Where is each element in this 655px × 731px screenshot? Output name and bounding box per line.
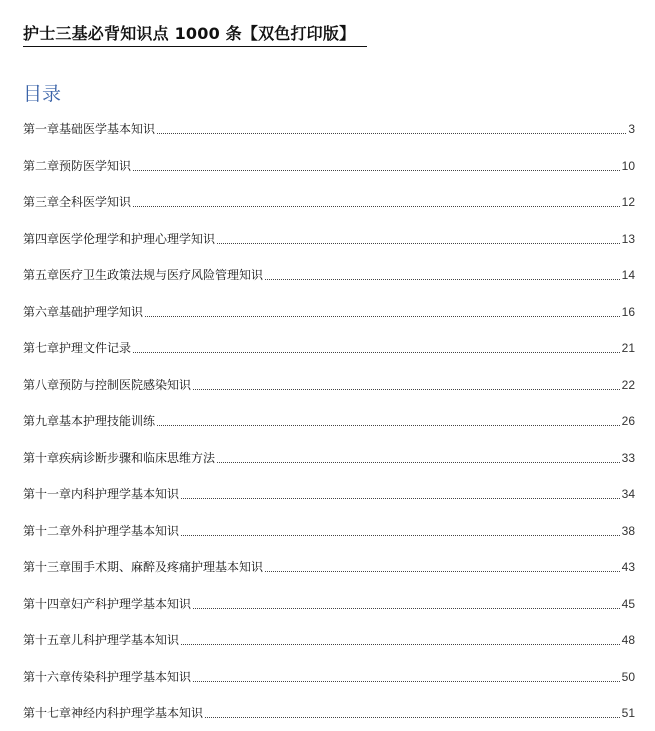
toc-entry-title: 第五章医疗卫生政策法规与医疗风险管理知识 — [23, 268, 264, 282]
toc-entry-title: 第二章预防医学知识 — [23, 158, 132, 173]
toc-entry-15[interactable] — [23, 614, 635, 651]
dot-leader — [181, 498, 620, 499]
toc-entry-page: 12 — [621, 195, 635, 209]
toc-entry-page: 26 — [621, 414, 635, 428]
dot-leader — [217, 462, 620, 463]
toc-entry-page: 33 — [621, 450, 635, 465]
toc-entry-title: 第十章疾病诊断步骤和临床思维方法 — [23, 450, 216, 465]
toc-entry-3[interactable] — [23, 176, 635, 213]
toc-entry-title: 第十一章内科护理学基本知识 — [23, 487, 180, 501]
toc-entry-page: 10 — [621, 158, 635, 173]
toc-entry-page: 34 — [621, 487, 635, 501]
dot-leader — [193, 389, 620, 390]
dot-leader — [205, 717, 620, 718]
toc-entry-8[interactable] — [23, 358, 635, 395]
toc-entry-page: 13 — [621, 231, 635, 246]
dot-leader — [157, 133, 626, 134]
dot-leader — [265, 279, 620, 280]
dot-leader — [193, 608, 620, 609]
toc-entry-title: 第四章医学伦理学和护理心理学知识 — [23, 231, 216, 246]
toc-entry-title: 第十二章外科护理学基本知识 — [23, 523, 180, 538]
dot-leader — [133, 206, 620, 207]
toc-entry-title: 第八章预防与控制医院感染知识 — [23, 377, 192, 392]
table-of-contents — [23, 123, 635, 723]
dot-leader — [217, 243, 620, 244]
toc-entry-page: 21 — [621, 341, 635, 355]
toc-entry-12[interactable] — [23, 504, 635, 541]
toc-entry-1[interactable] — [23, 123, 635, 139]
toc-entry-2[interactable] — [23, 139, 635, 176]
toc-entry-page: 16 — [621, 304, 635, 319]
toc-heading: 目录 — [23, 83, 62, 105]
dot-leader — [145, 316, 620, 317]
toc-entry-page: 43 — [621, 560, 635, 574]
toc-entry-page: 3 — [628, 122, 635, 136]
toc-entry-9[interactable] — [23, 395, 635, 432]
dot-leader — [133, 170, 620, 171]
toc-entry-11[interactable] — [23, 468, 635, 505]
toc-entry-title: 第十七章神经内科护理学基本知识 — [23, 706, 204, 720]
dot-leader — [181, 535, 620, 536]
toc-entry-title: 第三章全科医学知识 — [23, 195, 132, 209]
toc-entry-5[interactable] — [23, 249, 635, 286]
toc-entry-4[interactable] — [23, 212, 635, 249]
toc-entry-page: 38 — [621, 523, 635, 538]
toc-entry-14[interactable] — [23, 577, 635, 614]
toc-entry-title: 第十三章围手术期、麻醉及疼痛护理基本知识 — [23, 560, 264, 574]
dot-leader — [157, 425, 620, 426]
toc-entry-title: 第十四章妇产科护理学基本知识 — [23, 596, 192, 611]
dot-leader — [181, 644, 620, 645]
dot-leader — [133, 352, 620, 353]
toc-entry-16[interactable] — [23, 650, 635, 687]
toc-entry-title: 第十六章传染科护理学基本知识 — [23, 669, 192, 684]
toc-entry-page: 45 — [621, 596, 635, 611]
toc-entry-7[interactable] — [23, 322, 635, 359]
dot-leader — [193, 681, 620, 682]
document-title: 护士三基必背知识点 1000 条【双色打印版】 — [23, 23, 367, 47]
toc-entry-title: 第一章基础医学基本知识 — [23, 122, 156, 136]
toc-entry-page: 22 — [621, 377, 635, 392]
toc-entry-13[interactable] — [23, 541, 635, 578]
toc-entry-title: 第九章基本护理技能训练 — [23, 414, 156, 428]
toc-entry-page: 51 — [621, 706, 635, 720]
toc-entry-page: 48 — [621, 633, 635, 647]
toc-entry-title: 第七章护理文件记录 — [23, 341, 132, 355]
toc-entry-title: 第六章基础护理学知识 — [23, 304, 144, 319]
toc-entry-17[interactable] — [23, 687, 635, 724]
toc-entry-page: 14 — [621, 268, 635, 282]
toc-entry-6[interactable] — [23, 285, 635, 322]
dot-leader — [265, 571, 620, 572]
toc-entry-title: 第十五章儿科护理学基本知识 — [23, 633, 180, 647]
toc-entry-10[interactable] — [23, 431, 635, 468]
toc-entry-page: 50 — [621, 669, 635, 684]
